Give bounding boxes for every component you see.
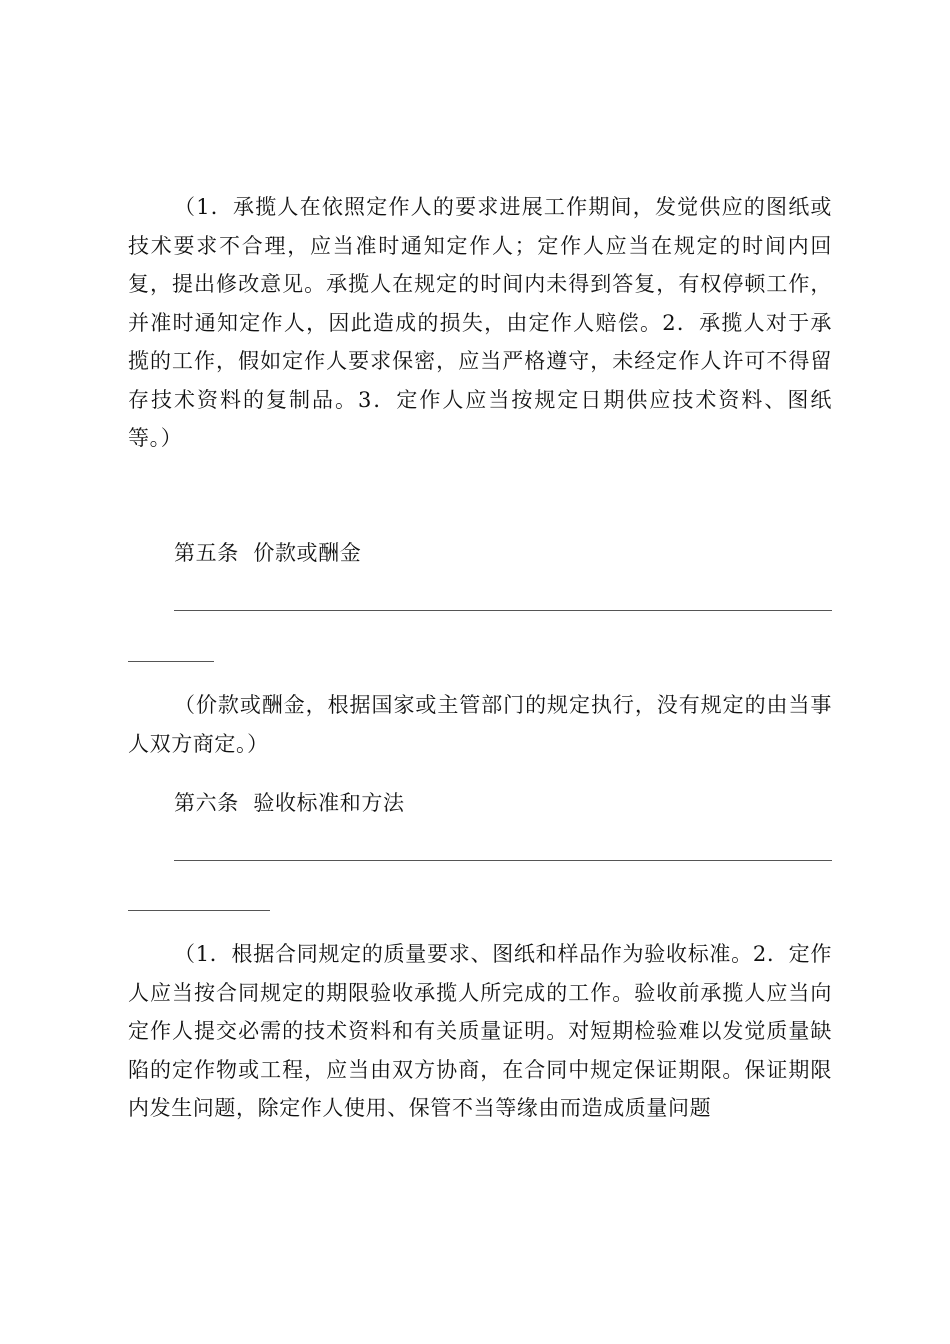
blank-line-article-5-continued [128,661,214,662]
paragraph-contractor-obligations: （1．承揽人在依照定作人的要求进展工作期间，发觉供应的图纸或技术要求不合理，应当准时通知定作人；定作人应当在规定的时间内回复，提出修改意见。承揽人在规定的时间内未得到答复，有权停顿工作，并准时通知定作人，因此造成的损失，由定作人赔偿。2．承揽人对于承揽的工作，假如定作人要求保密，应当严格遵守，未经定作人许可不得留存技术资料的复制品。3．定作人应当按规定日期供应技术资料、图纸等。） [128,195,832,450]
article-6-heading: 第六条 验收标准和方法 [174,791,405,815]
paragraph-price-note: （价款或酬金，根据国家或主管部门的规定执行，没有规定的由当事人双方商定。） [128,693,832,756]
paragraph-acceptance-standards: （1．根据合同规定的质量要求、图纸和样品作为验收标准。2．定作人应当按合同规定的期限验收承揽人所完成的工作。验收前承揽人应当向定作人提交必需的技术资料和有关质量证明。对短期检验难以发觉质量缺陷的定作物或工程，应当由双方协商，在合同中规定保证期限。保证期限内发生问题，除定作人使用、保管不当等缘由而造成质量问题 [128,942,832,1120]
blank-line-article-6 [174,860,832,861]
blank-line-article-5 [174,610,832,611]
article-5-heading: 第五条 价款或酬金 [174,541,362,565]
blank-line-article-6-continued [128,910,270,911]
